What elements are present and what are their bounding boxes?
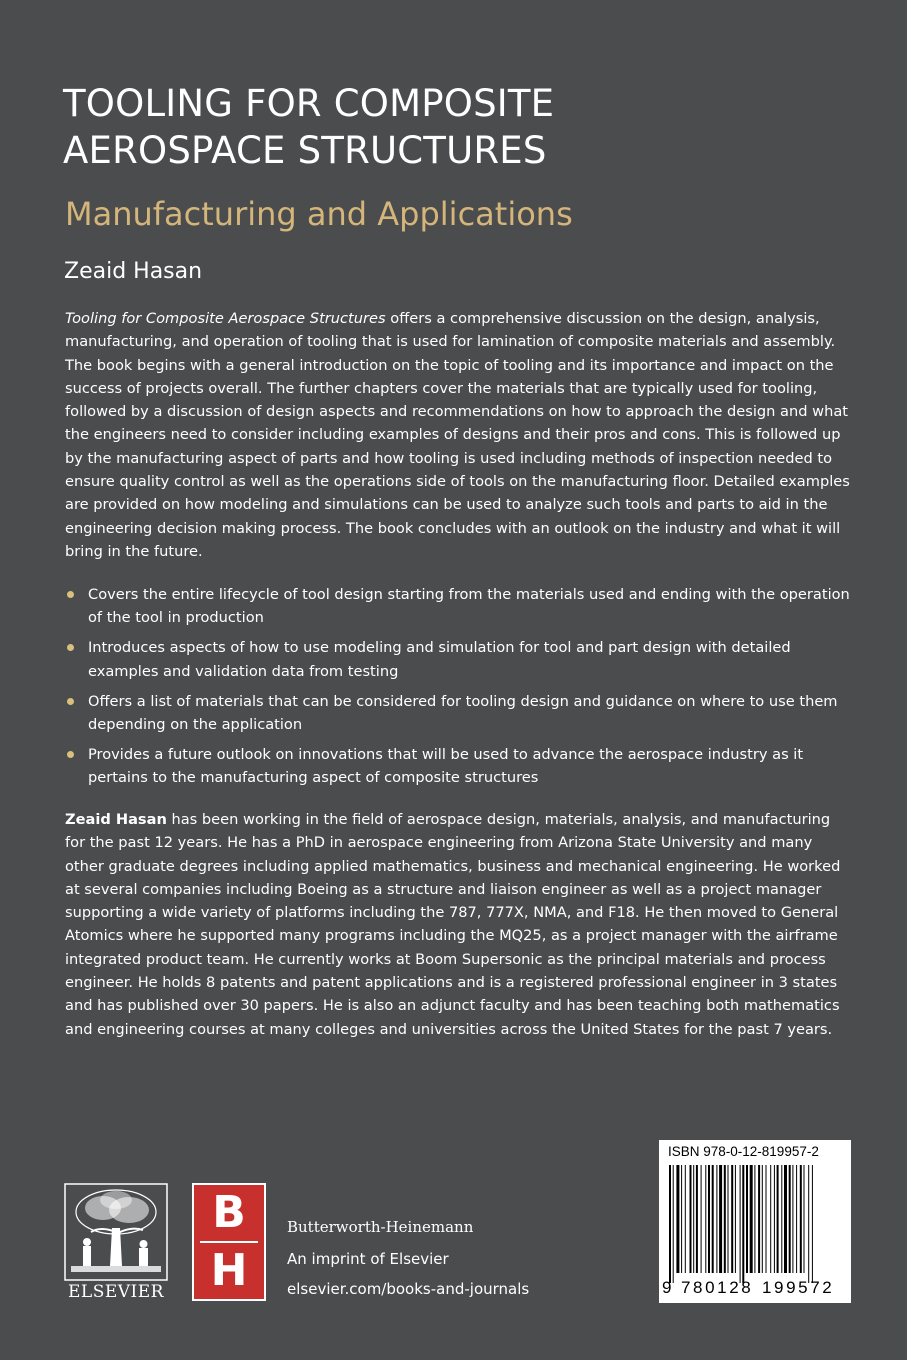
bio-author-name: Zeaid Hasan (65, 811, 167, 828)
feature-list-item (65, 583, 851, 630)
barcode-bar (681, 1165, 682, 1273)
barcode-bar (731, 1165, 733, 1273)
imprint-line: An imprint of Elsevier (287, 1250, 449, 1268)
barcode-bar (735, 1165, 736, 1273)
elsevier-tree-icon (63, 1182, 169, 1282)
elsevier-wordmark: ELSEVIER (68, 1282, 164, 1302)
barcode-bar (685, 1165, 686, 1273)
barcode-digits-left: 780128 (681, 1278, 754, 1297)
barcode-bar (754, 1165, 755, 1273)
bh-logo-letter-h: H (210, 1245, 248, 1296)
bullet-dot-icon (67, 751, 74, 758)
barcode-bars-icon (669, 1165, 843, 1283)
feature-text: Offers a list of materials that can be considered for tooling design and guidance on where to use them depending on the application (88, 692, 838, 733)
barcode-bar (724, 1165, 726, 1273)
barcode-bar (701, 1165, 702, 1273)
barcode-bar (742, 1165, 744, 1283)
barcode-bar (696, 1165, 698, 1273)
bh-logo-letter-b: B (212, 1187, 246, 1238)
barcode-digit-first: 9 (662, 1278, 672, 1297)
barcode-bar (746, 1165, 748, 1273)
barcode-bar (796, 1165, 797, 1273)
description-book-title: Tooling for Composite Aerospace Structures (65, 310, 386, 327)
book-title-line-1: TOOLING FOR COMPOSITE (63, 82, 555, 125)
bullet-dot-icon (67, 591, 74, 598)
feature-text: Introduces aspects of how to use modeling and simulation for tool and part design with detailed examples and validation data from testing (88, 639, 791, 680)
book-subtitle: Manufacturing and Applications (65, 195, 573, 233)
barcode-bar (774, 1165, 775, 1273)
feature-text: Covers the entire lifecycle of tool design starting from the materials used and ending with the operation of the tool in production (88, 586, 850, 627)
barcode-bar (770, 1165, 771, 1273)
barcode-bar (808, 1165, 809, 1283)
barcode-bar (781, 1165, 782, 1273)
barcode-bar (712, 1165, 714, 1273)
bh-logo (192, 1183, 266, 1301)
barcode-bar (719, 1165, 722, 1273)
author-bio (65, 808, 851, 1041)
barcode-bar (777, 1165, 779, 1273)
barcode-bar (804, 1165, 805, 1273)
barcode-bar (800, 1165, 802, 1273)
barcode-bar (716, 1165, 717, 1273)
feature-list-item (65, 636, 851, 683)
barcode-bar (766, 1165, 767, 1273)
barcode-bar (669, 1165, 671, 1283)
barcode-bar (750, 1165, 753, 1273)
barcode-bar (762, 1165, 763, 1273)
description-text: offers a comprehensive discussion on the design, analysis, manufacturing, and operation of tooling that is used for lamination of composite materials and assembly. The book begins with a general introduction on the topic of tooling and its importance and impact on the success of projects overall. The further chapters cover the materials that are typically used for tooling, followed by a discussion of design aspects and recommendations on how to approach the design and what the engineers need to consider including examples of designs and their pros and cons. This is followed up by the manufacturing aspect of parts and how tooling is used including methods of inspection needed to ensure quality control as well as the operations side of tools on the manufacturing floor. Detailed examples are provided on how modeling and simulations can be used to analyze such tools and parts to aid in the engineering decision making process. The book concludes with an outlook on the industry and what it will bring in the future. (65, 310, 850, 560)
feature-list (65, 583, 851, 796)
book-title-line-2: AEROSPACE STRUCTURES (63, 129, 547, 172)
barcode-bar (708, 1165, 710, 1273)
bio-text: has been working in the field of aerospace design, materials, analysis, and manufacturing for the past 12 years. He has a PhD in aerospace engineering from Arizona State University and many other graduate degrees including applied mathematics, business and mechanical engineering. He worked at several companies including Boeing as a structure and liaison engineer as well as a project manager supporting a wide variety of platforms including the 787, 777X, NMA, and F18. He then moved to General Atomics where he supported many programs including the MQ25, as a project manager with the airframe integrated product team. He currently works at Boom Supersonic as the principal materials and process engineer. He holds 8 patents and patent applications and is a registered professional engineer in 3 states and has published over 30 papers. He is also an adjunct faculty and has been teaching both mathematics and engineering courses at many colleges and universities across the United States for the past 7 years. (65, 811, 841, 1038)
isbn-number: ISBN 978-0-12-819957-2 (668, 1144, 819, 1159)
barcode-bar (789, 1165, 791, 1273)
barcode-bar (812, 1165, 813, 1283)
book-description (65, 307, 851, 563)
barcode-bar (740, 1165, 741, 1283)
barcode-bar (676, 1165, 679, 1273)
author-name: Zeaid Hasan (64, 259, 203, 284)
barcode-bar (758, 1165, 760, 1273)
barcode-digits-right: 199572 (762, 1278, 835, 1297)
bullet-dot-icon (67, 698, 74, 705)
feature-list-item (65, 690, 851, 737)
barcode-bar (784, 1165, 787, 1273)
bullet-dot-icon (67, 644, 74, 651)
barcode-bar (792, 1165, 793, 1273)
isbn-barcode (659, 1140, 851, 1303)
book-title (63, 80, 843, 174)
elsevier-logo (63, 1182, 169, 1302)
publisher-name: Butterworth-Heinemann (287, 1218, 474, 1236)
barcode-bar (728, 1165, 729, 1273)
feature-list-item (65, 743, 851, 790)
barcode-bar (705, 1165, 706, 1273)
barcode-bar (693, 1165, 694, 1273)
publisher-website: elsevier.com/books-and-journals (287, 1280, 530, 1298)
feature-text: Provides a future outlook on innovations that will be used to advance the aerospace industry as it pertains to the manufacturing aspect of composite structures (88, 745, 804, 787)
bh-logo-divider (200, 1241, 258, 1243)
barcode-bar (673, 1165, 674, 1283)
barcode-bar (690, 1165, 692, 1273)
